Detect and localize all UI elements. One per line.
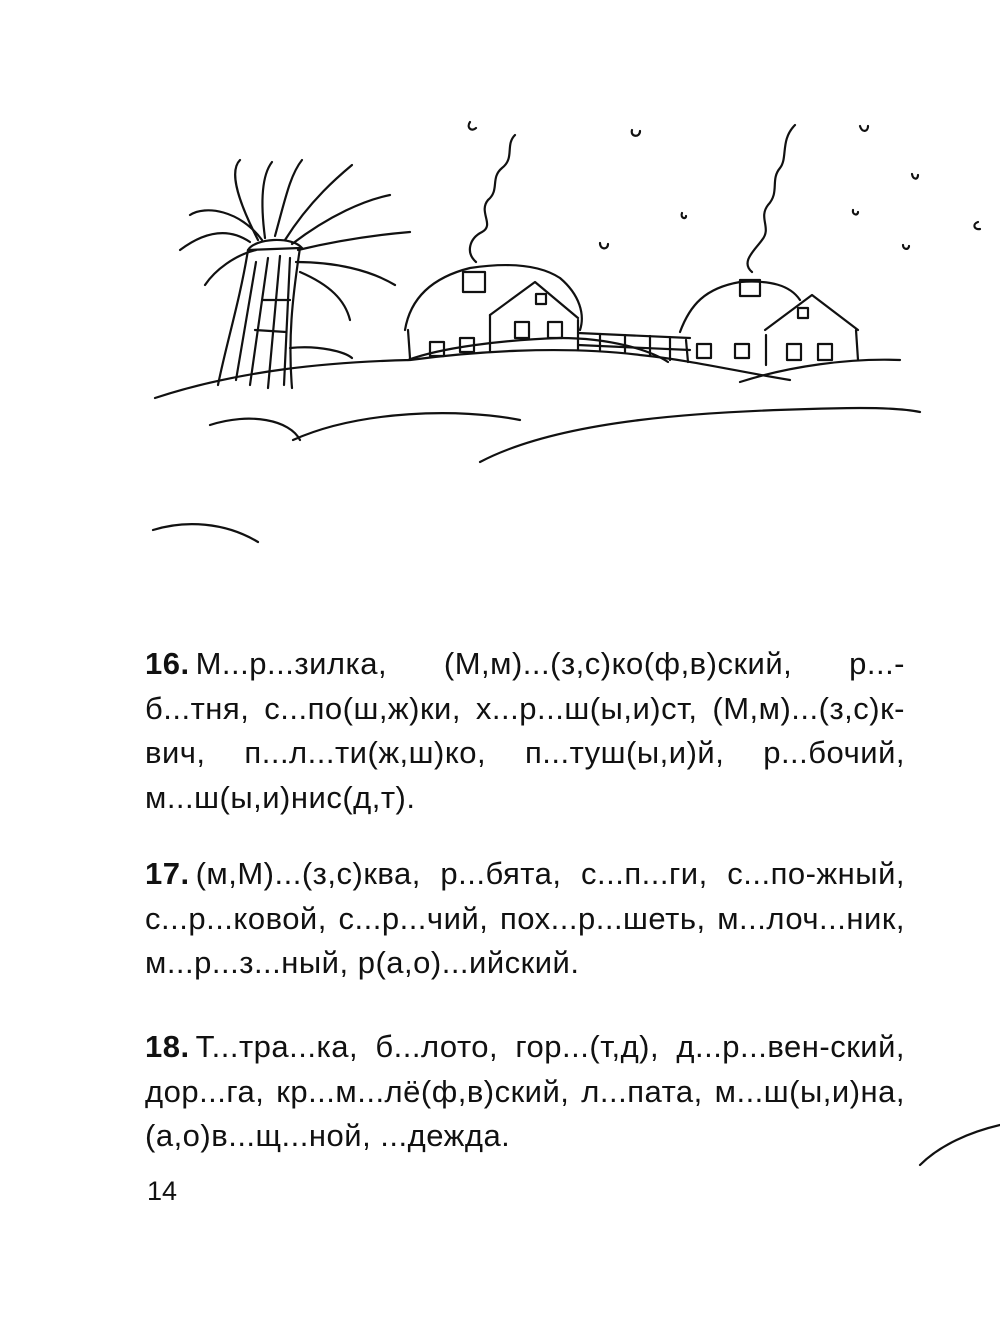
winter-village-illustration (0, 0, 1000, 600)
exercise-16 (145, 642, 905, 820)
exercise-number: 18. (145, 1029, 190, 1064)
left-house (405, 122, 582, 358)
exercise-number: 17. (145, 856, 190, 891)
exercise-text: Т...тра...ка, б...лото, гор...(т,д), д...р...вен-ский, дор...га, кр...м...лё(ф,в)ский, л...пата, м...ш(ы,и)на, (а,о)в...щ...ной, ...дежда. (145, 1029, 905, 1153)
exercise-text: М...р...зилка, (М,м)...(з,с)ко(ф,в)ский, р...-б...тня, с...по(ш,ж)ки, х...р...ш(ы,и)ст, (М,м)...(з,с)к-вич, п...л...ти(ж,ш)ко, п...туш(ы,и)й, р...бочий, м...ш(ы,и)нис(д,т). (145, 646, 905, 815)
exercise-18 (145, 1025, 905, 1159)
decorative-stroke (900, 1110, 1000, 1180)
fence (578, 333, 690, 360)
exercise-text: (м,М)...(з,с)ква, р...бята, с...п...ги, с...по-жный, с...р...ковой, с...р...чий, пох...р...шеть, м...лоч...ник, м...р...з...ный, р(а,о)...ийский. (145, 856, 905, 980)
exercise-17 (145, 852, 905, 986)
right-house (680, 125, 858, 365)
willow-tree (180, 160, 410, 388)
snow-hills (153, 338, 920, 542)
page-number: 14 (147, 1176, 178, 1206)
snowflakes (600, 126, 980, 249)
exercise-number: 16. (145, 646, 190, 681)
